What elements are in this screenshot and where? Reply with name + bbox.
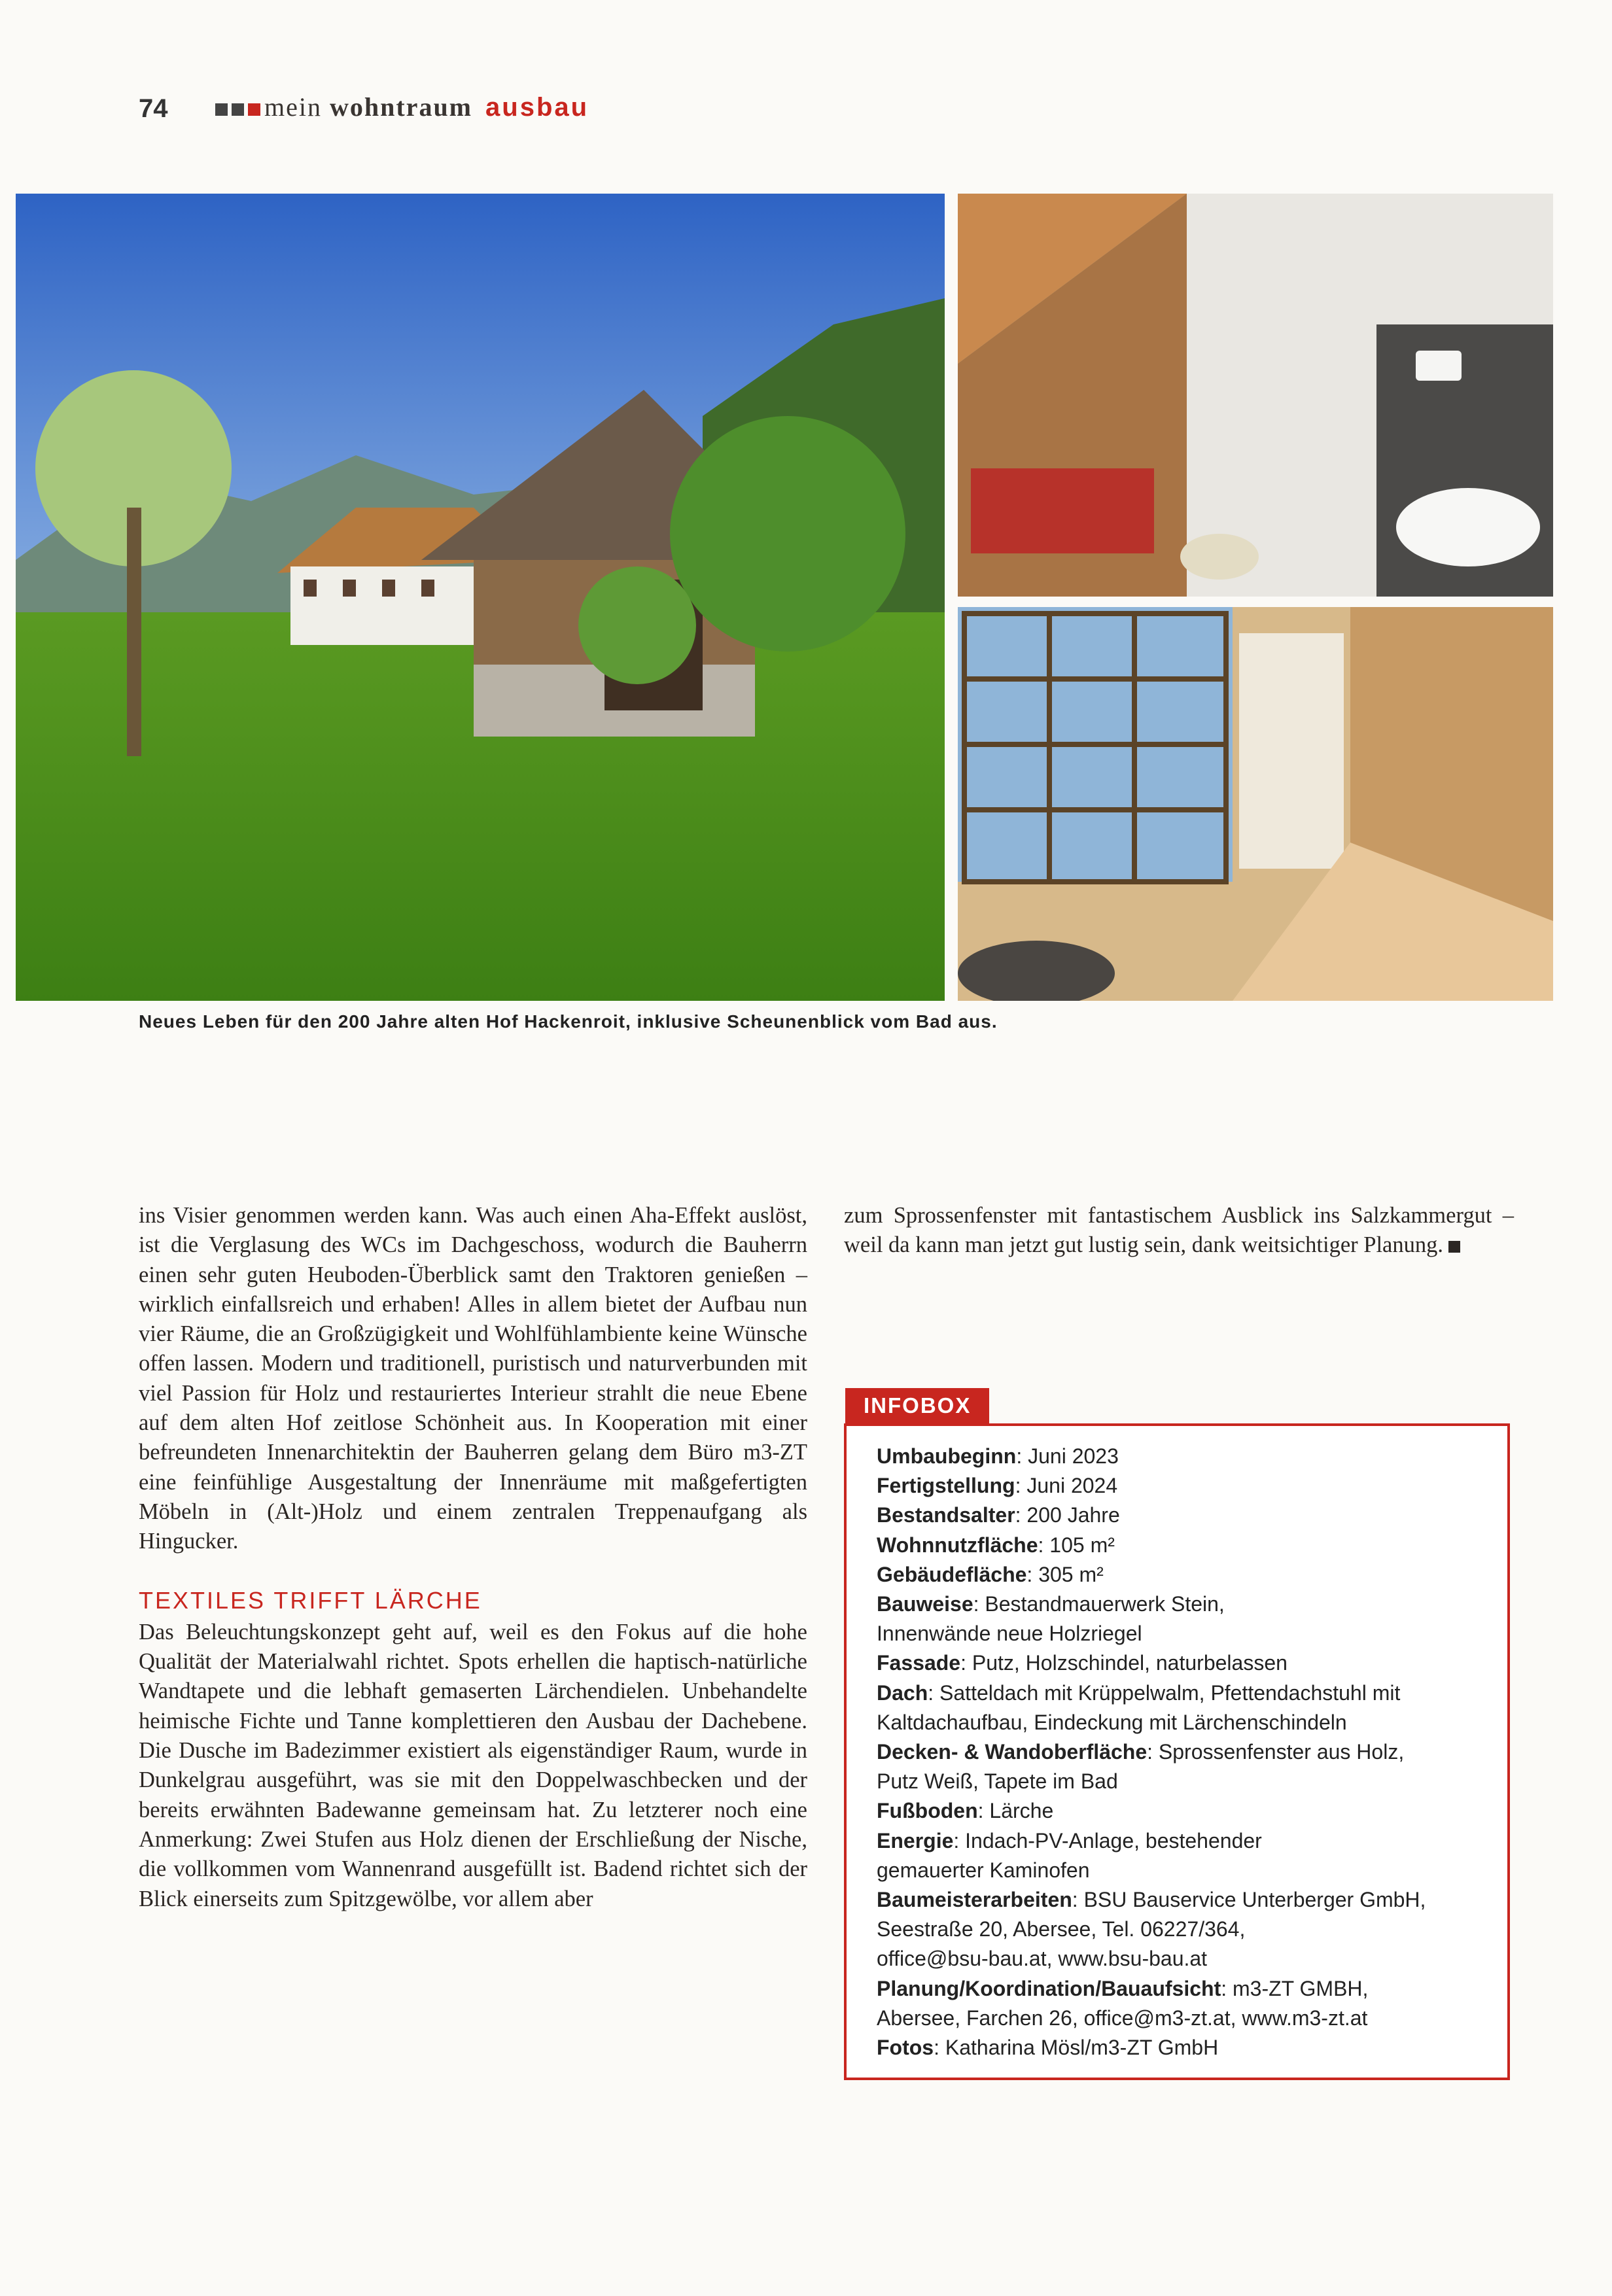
infobox-item-value: : Juni 2023 — [1016, 1444, 1119, 1468]
infobox-item-value: : Indach-PV-Anlage, bestehender — [953, 1828, 1262, 1852]
infobox-item-value: : Sprossenfenster aus Holz, — [1147, 1740, 1405, 1764]
infobox-item-value: : Lärche — [977, 1799, 1054, 1823]
square-marker — [232, 103, 244, 116]
infobox-item-value: : 105 m² — [1038, 1533, 1115, 1557]
infobox-item-key: Planung/Koordination/Bauaufsicht — [877, 1976, 1221, 2000]
section-label: ausbau — [485, 93, 589, 122]
infobox-item-key: Fußboden — [877, 1799, 978, 1823]
infobox-item-value: : 305 m² — [1026, 1562, 1104, 1586]
infobox-item-value: : Katharina Mösl/m3-ZT GmbH — [934, 2036, 1219, 2060]
infobox-item — [877, 1648, 1492, 1678]
infobox-item-key: Wohnnutzfläche — [877, 1533, 1038, 1557]
infobox-item-continuation: Putz Weiß, Tapete im Bad — [877, 1769, 1118, 1794]
page-number: 74 — [139, 94, 168, 123]
section-squares — [215, 103, 260, 116]
infobox-item-value: : m3-ZT GMBH, — [1221, 1976, 1369, 2000]
infobox-item — [877, 1974, 1492, 2033]
infobox-item-key: Bestandsalter — [877, 1503, 1015, 1527]
photo-balcony — [958, 607, 1553, 1001]
infobox-item-continuation: Innenwände neue Holzriegel — [877, 1622, 1142, 1646]
infobox-item-key: Dach — [877, 1680, 928, 1705]
infobox-item-continuation: office@bsu-bau.at, www.bsu-bau.at — [877, 1947, 1208, 1971]
end-mark-icon — [1448, 1241, 1460, 1253]
infobox-item — [877, 1737, 1492, 1796]
article-paragraph: Das Beleuchtungskonzept geht auf, weil es den Fokus auf die hohe Qualität der Materialwahl richtet. Spots erhellen die haptisch-natürliche Wandtapete und die lebhaft gemaserten Lärchendielen. Unbehandelte heimische Fichte und Tanne komplettieren den Ausbau der Dachebene. Die Dusche im Badezimmer existiert als eigenständiger Raum, wurde in Dunkelgrau ausgeführt, was sie mit den Doppelwaschbecken und der bereits erwähnten Badewanne gemeinsam hat. Zu letzterer noch eine Anmerkung: Zwei Stufen aus Holz dienen der Erschließung der Nische, die vollkommen vom Wannenrand ausgefüllt ist. Badend richtet sich der Blick einerseits zum Spitzgewölbe, vor allem aber — [139, 1619, 807, 1911]
infobox-item — [877, 1501, 1492, 1530]
infobox-item-key: Fotos — [877, 2036, 934, 2060]
article-right-column — [844, 1201, 1514, 1261]
infobox-item — [877, 1560, 1492, 1590]
infobox-item-continuation: Abersee, Farchen 26, office@m3-zt.at, www.m3-zt.at — [877, 2006, 1368, 2030]
infobox-item-continuation: Kaltdachaufbau, Eindeckung mit Lärchenschindeln — [877, 1710, 1347, 1734]
infobox-item — [877, 2033, 1492, 2062]
infobox-item-key: Baumeisterarbeiten — [877, 1888, 1072, 1912]
infobox-item-key: Fertigstellung — [877, 1474, 1015, 1498]
infobox-item-continuation: gemauerter Kaminofen — [877, 1858, 1090, 1882]
infobox-item-key: Bauweise — [877, 1592, 973, 1616]
infobox-item-value: : Satteldach mit Krüppelwalm, Pfettendachstuhl mit — [928, 1680, 1401, 1705]
infobox-item — [877, 1679, 1492, 1737]
photo-caption: Neues Leben für den 200 Jahre alten Hof Hackenroit, inklusive Scheunenblick vom Bad aus. — [139, 1011, 998, 1032]
infobox-title: INFOBOX — [845, 1388, 989, 1423]
photo-attic-bathroom — [958, 194, 1553, 597]
infobox-item — [877, 1471, 1492, 1501]
infobox-item-key: Gebäudefläche — [877, 1562, 1027, 1586]
title-main: wohntraum — [329, 92, 473, 122]
infobox-item-value: : Bestandmauerwerk Stein, — [973, 1592, 1225, 1616]
infobox-item-value: : Juni 2024 — [1015, 1474, 1118, 1498]
photo-farmhouse — [16, 194, 945, 1001]
infobox-item-key: Energie — [877, 1828, 954, 1852]
article-left-column — [139, 1201, 807, 1914]
infobox-item — [877, 1796, 1492, 1826]
section-heading: TEXTILES TRIFFT LÄRCHE — [139, 1586, 482, 1614]
infobox-item-continuation: Seestraße 20, Abersee, Tel. 06227/364, — [877, 1917, 1246, 1941]
infobox-item — [877, 1442, 1492, 1471]
infobox-item-key: Umbaubeginn — [877, 1444, 1017, 1468]
article-paragraph-end — [844, 1201, 1514, 1261]
infobox-item-value: : Putz, Holzschindel, naturbelassen — [960, 1651, 1288, 1675]
square-marker — [215, 103, 228, 116]
infobox-item — [877, 1590, 1492, 1648]
infobox-item-value: : BSU Bauservice Unterberger GmbH, — [1072, 1888, 1426, 1912]
infobox-item-key: Decken- & Wandoberfläche — [877, 1740, 1148, 1764]
magazine-title — [264, 92, 589, 122]
infobox-item — [877, 1885, 1492, 1974]
article-paragraph: zum Sprossenfenster mit fantastischem Ausblick ins Salzkammergut – weil da kann man jetzt gut lustig sein, dank weitsichtiger Planung. — [844, 1203, 1514, 1258]
infobox-item — [877, 1531, 1492, 1560]
square-marker — [248, 103, 260, 116]
infobox-item — [877, 1826, 1492, 1885]
infobox-item-key: Fassade — [877, 1651, 961, 1675]
infobox-item-value: : 200 Jahre — [1015, 1503, 1120, 1527]
title-prefix: mein — [264, 92, 322, 122]
article-paragraph: ins Visier genommen werden kann. Was auch einen Aha-Effekt auslöst, ist die Verglasung des WCs im Dachgeschoss, wodurch die Bauherrn einen sehr guten Heuboden-Überblick samt den Traktoren genießen – wirklich einfallsreich und erhaben! Alles in allem bietet der Aufbau nun vier Räume, die an Großzügigkeit und Wohlfühlambiente keine Wünsche offen lassen. Modern und traditionell, puristisch und naturverbunden mit viel Passion für Holz und restauriertes Interieur strahlt die neue Ebene auf dem alten Hof zeitlose Schönheit aus. In Kooperation mit einer befreundeten Innenarchitektin der Bauherren gelang dem Büro m3-ZT eine feinfühlige Ausgestaltung der Innenräume mit maßgefertigten Möbeln in (Alt-)Holz und einem zentralen Treppenaufgang als Hingucker. — [139, 1203, 807, 1554]
infobox-list — [877, 1442, 1492, 2062]
